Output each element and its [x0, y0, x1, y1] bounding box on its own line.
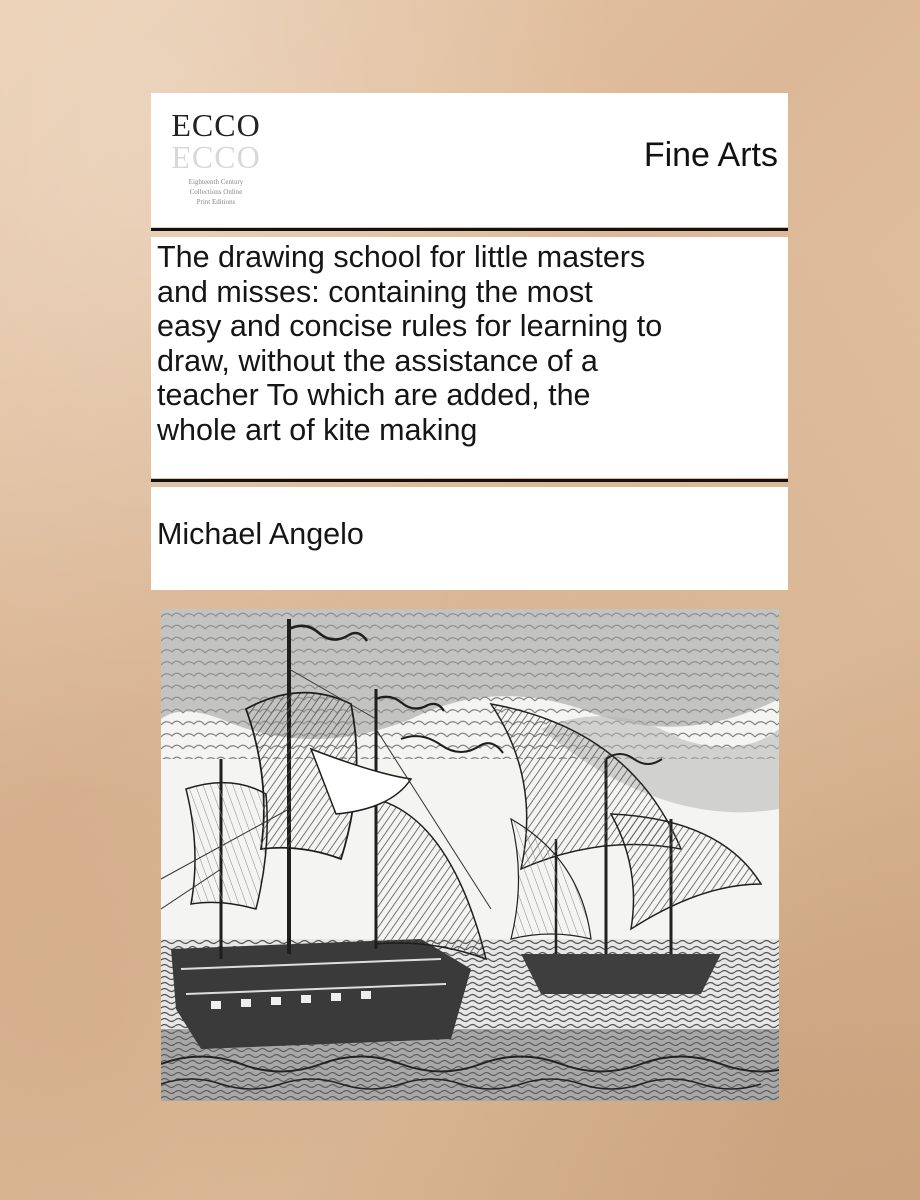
ship-engraving	[161, 609, 779, 1101]
header-panel	[151, 93, 788, 227]
logo-caption	[189, 177, 244, 207]
divider	[151, 479, 788, 482]
author-panel	[151, 487, 788, 590]
divider	[151, 228, 788, 231]
logo-caption-line: Eighteenth Century	[188, 178, 244, 186]
logo-caption-line: Print Editions	[196, 198, 236, 206]
logo-caption-line: Collections Online	[189, 188, 243, 196]
logo-wordmark: ECCO	[171, 107, 261, 143]
series-label: Fine Arts	[643, 136, 778, 174]
ship-engraving-image	[161, 609, 779, 1101]
logo-reflection: ECCO	[171, 140, 261, 176]
book-author: Michael Angelo	[157, 517, 364, 551]
ecco-logo	[161, 101, 271, 213]
title-panel	[151, 237, 788, 478]
book-title: The drawing school for little masters and misses: containing the most easy and concise rules for learning to draw, without the assistance of a teacher To which are added, the whole art of kite making	[157, 240, 663, 447]
